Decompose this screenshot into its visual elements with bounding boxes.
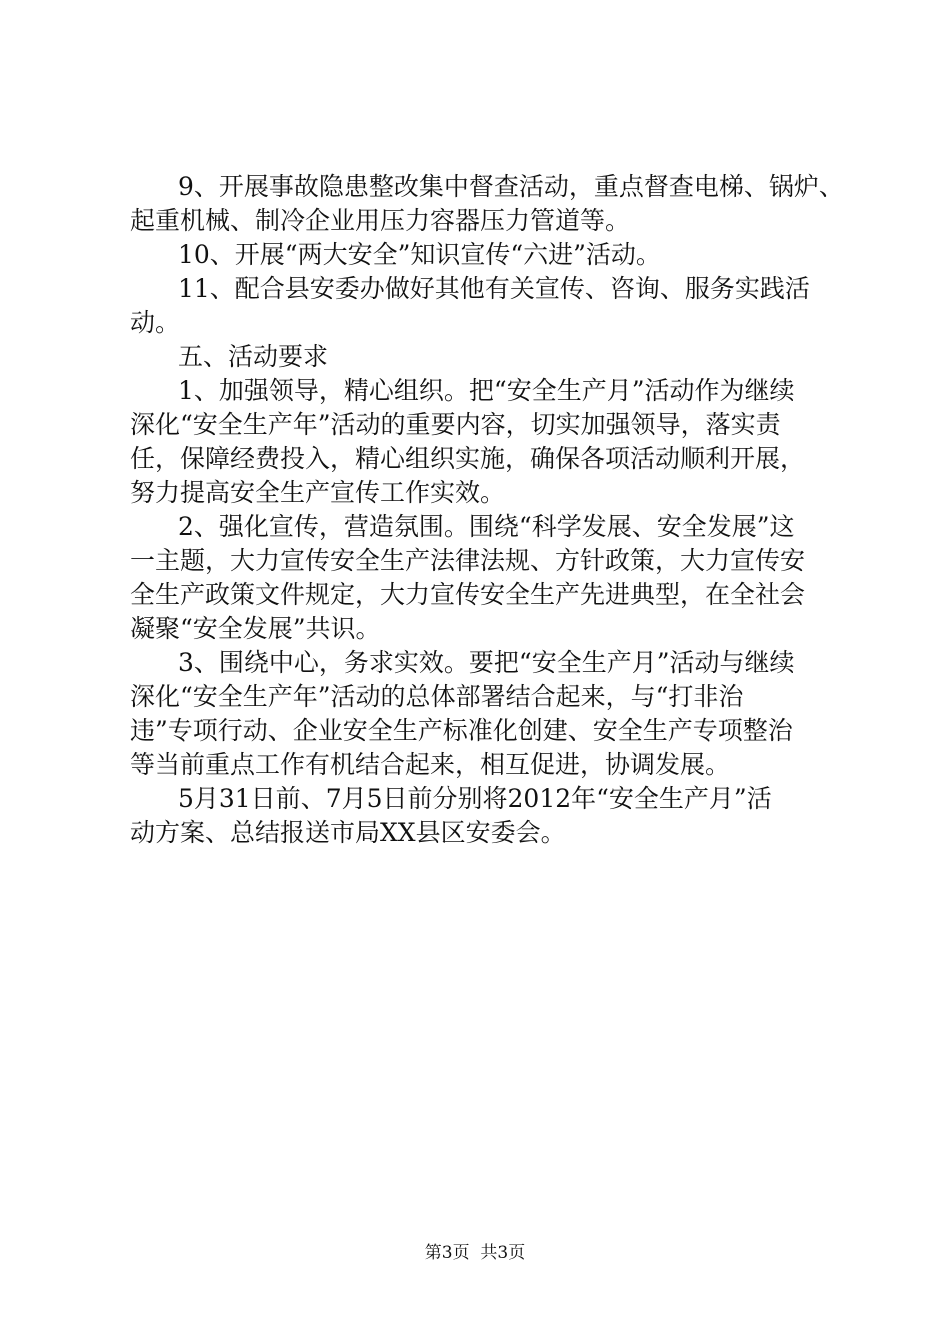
section-heading: 五、活动要求 <box>178 342 329 371</box>
paragraph-line: 努力提高安全生产宣传工作实效。 <box>130 478 506 507</box>
paragraph-line: 违”专项行动、企业安全生产标准化创建、安全生产专项整治 <box>130 716 793 745</box>
paragraph-line: 10、开展“两大安全”知识宣传“六进”活动。 <box>178 240 661 269</box>
paragraph-line: 11、配合县安委办做好其他有关宣传、咨询、服务实践活 <box>178 274 810 303</box>
paragraph-line: 等当前重点工作有机结合起来，相互促进，协调发展。 <box>130 750 731 779</box>
paragraph-line: 起重机械、制冷企业用压力容器压力管道等。 <box>130 206 631 235</box>
paragraph-line: 深化“安全生产年”活动的总体部署结合起来，与“打非治 <box>130 682 744 711</box>
paragraph-line: 动。 <box>130 308 181 337</box>
paragraph-line: 凝聚“安全发展”共识。 <box>130 614 381 643</box>
document-body <box>130 170 844 850</box>
paragraph-line: 动方案、总结报送市局XX县区安委会。 <box>130 818 566 847</box>
paragraph-line: 全生产政策文件规定，大力宣传安全生产先进典型，在全社会 <box>130 580 806 609</box>
page-number-footer: 第3页 共3页 <box>424 1243 526 1263</box>
paragraph-line: 2、强化宣传，营造氛围。围绕“科学发展、安全发展”这 <box>178 512 795 541</box>
paragraph-line: 3、围绕中心，务求实效。要把“安全生产月”活动与继续 <box>178 648 795 677</box>
paragraph-line: 一主题，大力宣传安全生产法律法规、方针政策，大力宣传安 <box>130 546 806 575</box>
paragraph-line: 5月31日前、7月5日前分别将2012年“安全生产月”活 <box>178 784 772 813</box>
paragraph-line: 9、开展事故隐患整改集中督查活动，重点督查电梯、锅炉、 <box>178 172 844 201</box>
paragraph-line: 任，保障经费投入，精心组织实施，确保各项活动顺利开展， <box>130 444 806 473</box>
paragraph-line: 1、加强领导，精心组织。把“安全生产月”活动作为继续 <box>178 376 795 405</box>
paragraph-line: 深化“安全生产年”活动的重要内容，切实加强领导，落实责 <box>130 410 781 439</box>
